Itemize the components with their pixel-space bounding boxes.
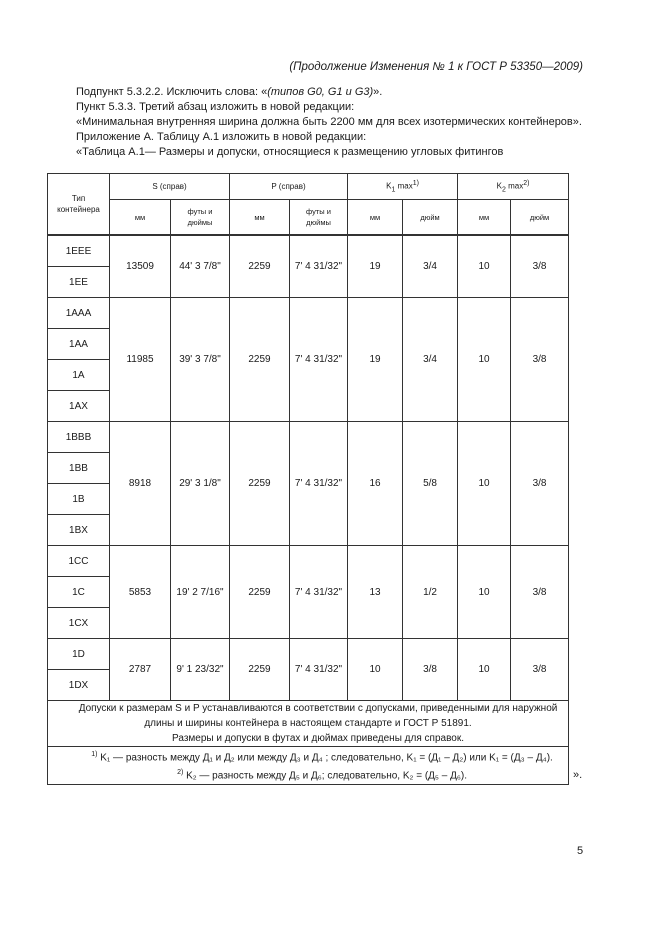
s-mm-cell: 11985: [110, 298, 171, 422]
type-cell: 1BX: [48, 515, 110, 546]
s-mm-cell: 5853: [110, 546, 171, 639]
note-imperial: Размеры и допуски в футах и дюймах приведены для справок.: [172, 733, 464, 744]
header-s-ref: S (справ): [110, 174, 230, 200]
unit-p-ft: футы и дюймы: [290, 200, 348, 235]
s-ft-cell: 19' 2 7/16": [171, 546, 230, 639]
s-ft-cell: 9' 1 23/32": [171, 639, 230, 701]
unit-k1-in: дюйм: [403, 200, 458, 235]
unit-p-mm: мм: [230, 200, 290, 235]
p-mm-cell: 2259: [230, 546, 290, 639]
k1-mm-cell: 13: [348, 546, 403, 639]
type-cell: 1BBB: [48, 422, 110, 453]
k1-in-cell: 3/4: [403, 298, 458, 422]
p-mm-cell: 2259: [230, 236, 290, 298]
note-tolerances: Допуски к размерам S и P устанавливаются в соответствии с допусками, приведенными для наружной длины и ширины контейнера в настоящем стандарте и ГОСТ Р 51891.: [78, 703, 558, 729]
k2-in-cell: 3/8: [511, 546, 569, 639]
footnote-2: $^{2)}$ K₂ — разность между Д₅ и Д₆; следовательно, K₂ = (Д₅ – Д₆).: [177, 769, 467, 782]
k1-in-cell: 1/2: [403, 546, 458, 639]
unit-k2-in: дюйм: [511, 200, 569, 235]
type-cell: 1A: [48, 360, 110, 391]
footnote-1: $^{1)}$ K₁ — разность между Д₁ и Д₂ или между Д₃ и Д₄ ; следовательно, K₁ = (Д₁ – Д₂) или K₁ = (Д₃ – Д₄).: [91, 751, 553, 764]
dimensions-table: [47, 173, 569, 785]
unit-s-ft: футы и дюймы: [171, 200, 230, 235]
table-notes: [48, 701, 569, 747]
p-ft-cell: 7' 4 31/32": [290, 639, 348, 701]
unit-k2-mm: мм: [458, 200, 511, 235]
paragraph-clause-5-3-3: Пункт 5.3.3. Третий абзац изложить в новой редакции:: [76, 101, 355, 113]
s-mm-cell: 8918: [110, 422, 171, 546]
k2-mm-cell: 10: [458, 546, 511, 639]
p-mm-cell: 2259: [230, 298, 290, 422]
p-ft-cell: 7' 4 31/32": [290, 236, 348, 298]
s-mm-cell: 13509: [110, 236, 171, 298]
p-mm-cell: 2259: [230, 422, 290, 546]
type-cell: 1D: [48, 639, 110, 670]
closing-quote: ».: [573, 769, 583, 781]
k2-in-cell: 3/8: [511, 422, 569, 546]
k1-in-cell: 5/8: [403, 422, 458, 546]
type-cell: 1AX: [48, 391, 110, 422]
header-p-ref: P (справ): [230, 174, 348, 200]
k2-mm-cell: 10: [458, 639, 511, 701]
paragraph-annex-a: Приложение А. Таблицу А.1 изложить в новой редакции:: [76, 131, 367, 143]
k2-mm-cell: 10: [458, 236, 511, 298]
k2-mm-cell: 10: [458, 298, 511, 422]
type-cell: 1EEE: [48, 236, 110, 267]
k2-in-cell: 3/8: [511, 639, 569, 701]
p1-suffix: ».: [373, 86, 383, 98]
s-mm-cell: 2787: [110, 639, 171, 701]
k1-in-cell: 3/4: [403, 236, 458, 298]
k1-mm-cell: 19: [348, 298, 403, 422]
paragraph-subclause-5-3-2-2: [76, 86, 382, 98]
type-cell: 1AAA: [48, 298, 110, 329]
header-k1-max: $K_1$ $\max^{1)}$: [348, 174, 458, 200]
k1-mm-cell: 16: [348, 422, 403, 546]
p-mm-cell: 2259: [230, 639, 290, 701]
amendment-header: (Продолжение Изменения № 1 к ГОСТ Р 53350—2009): [289, 61, 583, 73]
type-cell: 1AA: [48, 329, 110, 360]
s-ft-cell: 39' 3 7/8": [171, 298, 230, 422]
unit-k1-mm: мм: [348, 200, 403, 235]
p1-prefix: Подпункт 5.3.2.2. Исключить слова: «: [76, 86, 268, 98]
table-caption: «Таблица А.1— Размеры и допуски, относящиеся к размещению угловых фитингов: [76, 146, 504, 158]
type-cell: 1C: [48, 577, 110, 608]
type-cell: 1B: [48, 484, 110, 515]
type-cell: 1DX: [48, 670, 110, 701]
unit-s-mm: мм: [110, 200, 171, 235]
paragraph-min-width: «Минимальная внутренняя ширина должна быть 2200 мм для всех изотермических контейнеров».: [76, 116, 582, 128]
p1-italic-phrase: (типов G0, G1 и G3): [267, 86, 374, 98]
p-ft-cell: 7' 4 31/32": [290, 422, 348, 546]
type-cell: 1CC: [48, 546, 110, 577]
type-cell: 1CX: [48, 608, 110, 639]
k2-in-cell: 3/8: [511, 236, 569, 298]
page-number: 5: [577, 845, 584, 857]
k1-in-cell: 3/8: [403, 639, 458, 701]
s-ft-cell: 44' 3 7/8": [171, 236, 230, 298]
k1-mm-cell: 19: [348, 236, 403, 298]
k2-in-cell: 3/8: [511, 298, 569, 422]
k1-mm-cell: 10: [348, 639, 403, 701]
k2-mm-cell: 10: [458, 422, 511, 546]
p-ft-cell: 7' 4 31/32": [290, 298, 348, 422]
type-cell: 1EE: [48, 267, 110, 298]
p-ft-cell: 7' 4 31/32": [290, 546, 348, 639]
s-ft-cell: 29' 3 1/8": [171, 422, 230, 546]
header-k2-max: $K_2$ $\max^{2)}$: [458, 174, 569, 200]
header-container-type: Тип контейнера: [48, 174, 110, 235]
table-footnotes: [48, 747, 569, 785]
type-cell: 1BB: [48, 453, 110, 484]
